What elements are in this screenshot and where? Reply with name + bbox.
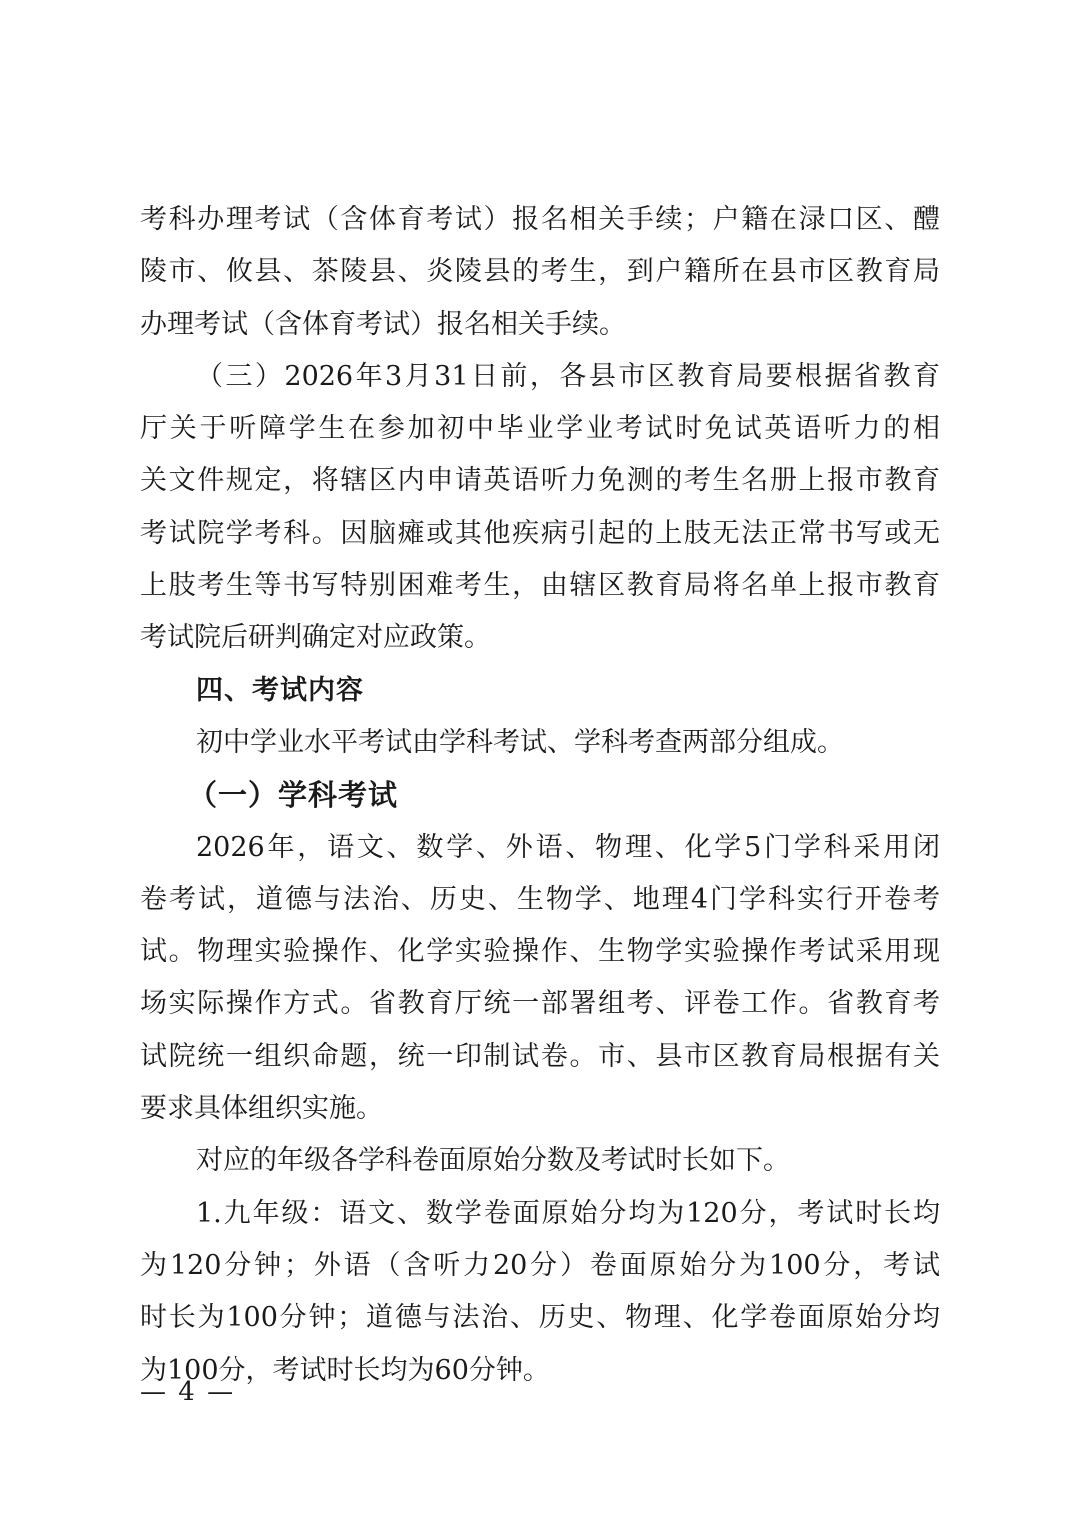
body-line: 厅关于听障学生在参加初中毕业学业考试时免试英语听力的相 bbox=[140, 413, 940, 445]
body-line: 为100分，考试时长均为60分钟。 bbox=[140, 1354, 550, 1386]
body-line: 办理考试（含体育考试）报名相关手续。 bbox=[140, 308, 626, 340]
body-line: 关文件规定，将辖区内申请英语听力免测的考生名册上报市教育 bbox=[140, 465, 940, 497]
body-line: 为120分钟；外语（含听力20分）卷面原始分为100分，考试 bbox=[140, 1249, 940, 1281]
body-line: 陵市、攸县、茶陵县、炎陵县的考生，到户籍所在县市区教育局 bbox=[140, 256, 940, 288]
page-number: — 4 — bbox=[140, 1377, 236, 1407]
body-line: 时长为100分钟；道德与法治、历史、物理、化学卷面原始分均 bbox=[140, 1302, 940, 1334]
body-line: 考试院学考科。因脑瘫或其他疾病引起的上肢无法正常书写或无 bbox=[140, 517, 940, 549]
document-body bbox=[140, 194, 940, 1397]
body-line: 考试院后研判确定对应政策。 bbox=[140, 622, 491, 654]
body-line: 卷考试，道德与法治、历史、生物学、地理4门学科实行开卷考 bbox=[140, 883, 940, 915]
body-line: 对应的年级各学科卷面原始分数及考试时长如下。 bbox=[196, 1145, 790, 1177]
section-heading: 四、考试内容 bbox=[196, 674, 364, 706]
subsection-heading: （一）学科考试 bbox=[188, 778, 399, 813]
body-line: 试。物理实验操作、化学实验操作、生物学实验操作考试采用现 bbox=[140, 936, 940, 968]
body-line: 上肢考生等书写特别困难考生，由辖区教育局将名单上报市教育 bbox=[140, 570, 940, 602]
body-line: 初中学业水平考试由学科考试、学科考查两部分组成。 bbox=[196, 726, 844, 758]
body-line: 场实际操作方式。省教育厅统一部署组考、评卷工作。省教育考 bbox=[140, 988, 940, 1020]
body-line: （三）2026年3月31日前，各县市区教育局要根据省教育 bbox=[196, 360, 940, 392]
body-line: 1.九年级：语文、数学卷面原始分均为120分，考试时长均 bbox=[196, 1197, 940, 1229]
body-line: 考科办理考试（含体育考试）报名相关手续；户籍在渌口区、醴 bbox=[140, 204, 940, 235]
body-line: 试院统一组织命题，统一印制试卷。市、县市区教育局根据有关 bbox=[140, 1040, 940, 1072]
body-line: 要求具体组织实施。 bbox=[140, 1093, 383, 1125]
body-line: 2026年，语文、数学、外语、物理、化学5门学科采用闭 bbox=[196, 831, 940, 863]
